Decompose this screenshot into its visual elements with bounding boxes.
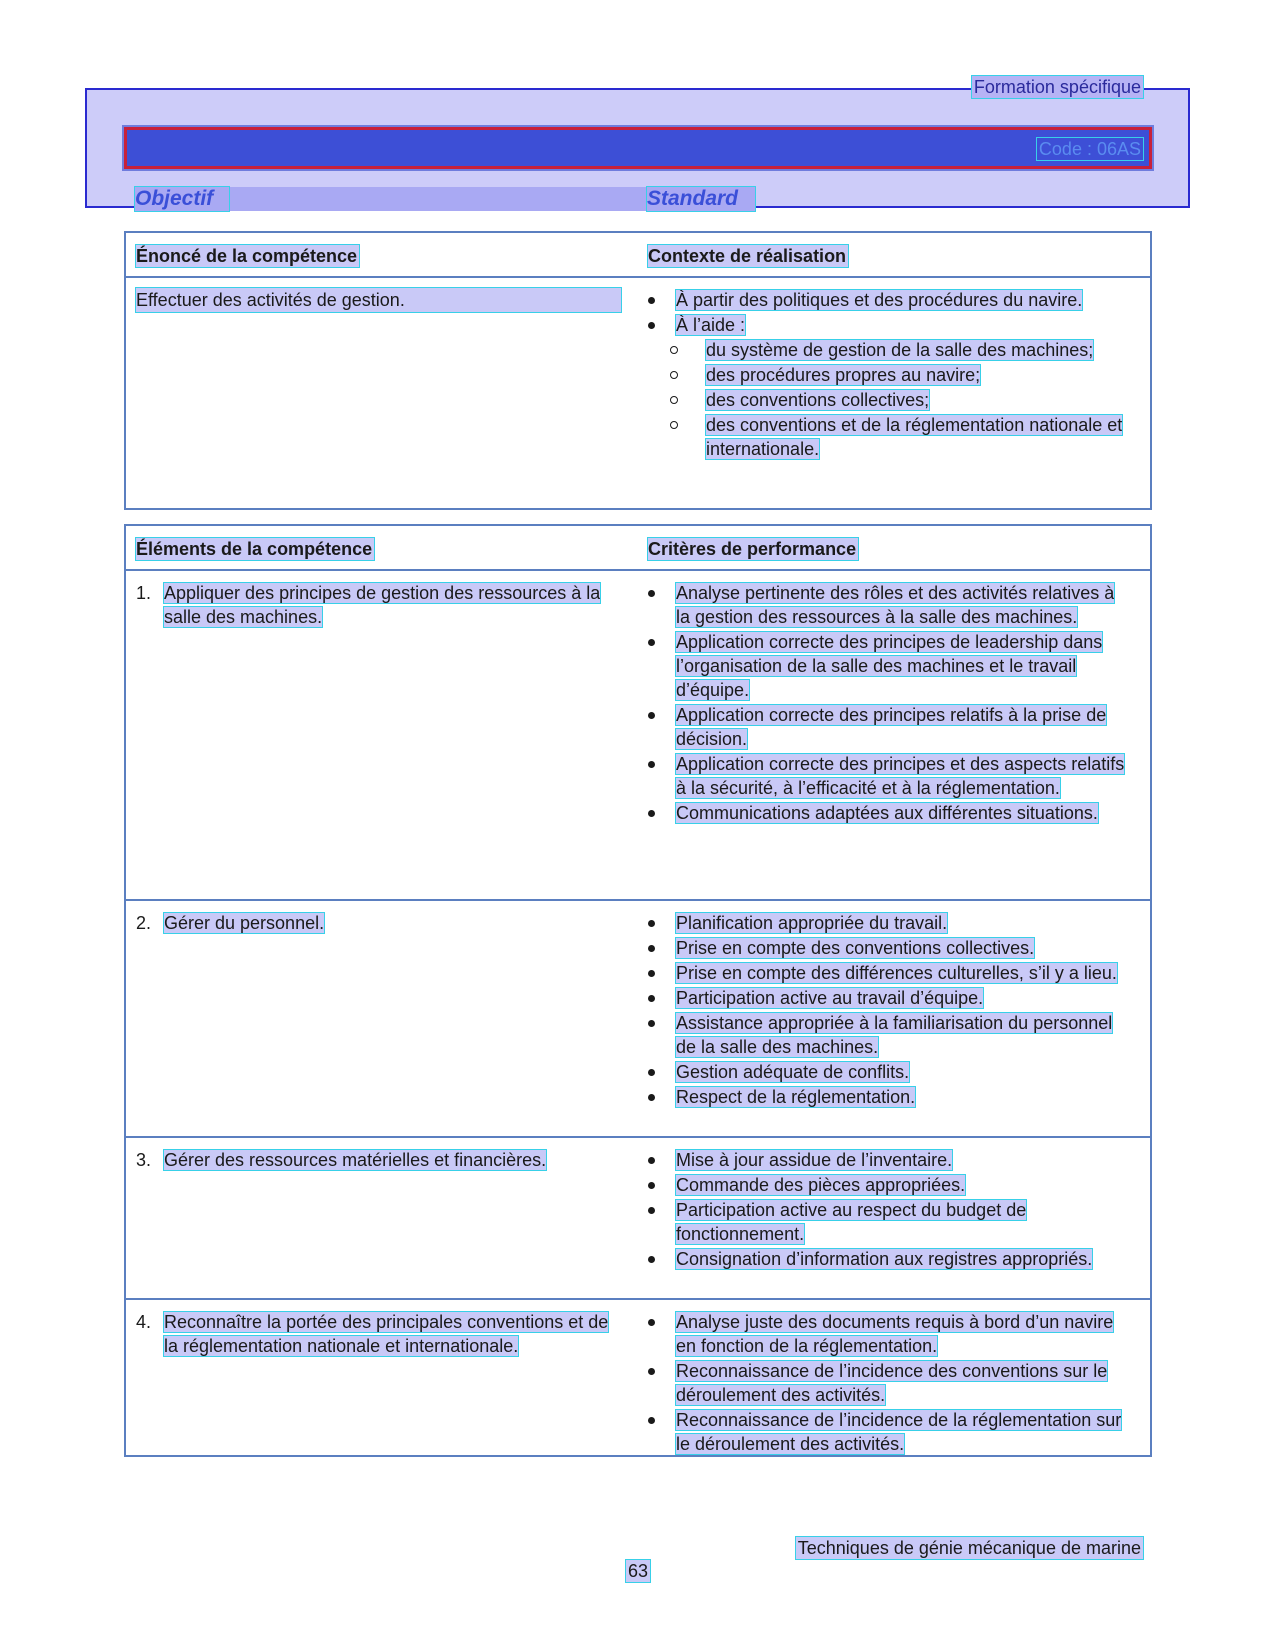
hollow-bullet-icon <box>670 421 678 429</box>
sub-list-item: du système de gestion de la salle des machines; <box>648 338 1128 362</box>
bullet-icon <box>648 810 655 817</box>
list-item: Gestion adéquate de conflits. <box>648 1060 1128 1084</box>
enonce-cell <box>136 288 621 312</box>
list-item: Application correcte des principes relatifs à la prise de décision. <box>648 703 1128 751</box>
element-cell <box>136 911 621 935</box>
competence-row <box>126 278 1150 506</box>
hollow-bullet-icon <box>670 396 678 404</box>
element-text: Reconnaître la portée des principales conventions et de la réglementation nationale et internationale. <box>164 1312 609 1356</box>
list-item: Analyse pertinente des rôles et des activités relatives à la gestion des ressources à la salle des machines. <box>648 581 1128 629</box>
page-number: 63 <box>628 1561 649 1581</box>
code-bar <box>124 127 1152 169</box>
element-cell <box>136 1148 621 1172</box>
list-item: Participation active au travail d’équipe. <box>648 986 1128 1010</box>
element-text: Appliquer des principes de gestion des ressources à la salle des machines. <box>164 583 601 627</box>
element-text: Gérer des ressources matérielles et financières. <box>164 1150 547 1170</box>
element-number: 1. <box>136 583 152 603</box>
bullet-icon <box>648 639 655 646</box>
element-cell <box>136 1310 621 1358</box>
bullet-icon <box>648 995 655 1002</box>
element-cell <box>136 581 621 629</box>
program-title: Techniques de génie mécanique de marine <box>797 1538 1141 1558</box>
table-row <box>126 571 1150 901</box>
table-row <box>126 1300 1150 1455</box>
bullet-icon <box>648 1157 655 1164</box>
criteria-cell <box>648 581 1128 826</box>
list-item: Communications adaptées aux différentes situations. <box>648 801 1128 825</box>
list-item: Application correcte des principes et des aspects relatifs à la sécurité, à l’efficacité et à la réglementation. <box>648 752 1128 800</box>
hollow-bullet-icon <box>670 371 678 379</box>
list-item: Assistance appropriée à la familiarisation du personnel de la salle des machines. <box>648 1011 1128 1059</box>
bullet-icon <box>648 322 655 329</box>
contexte-cell <box>648 288 1128 462</box>
criteria-cell <box>648 1148 1128 1272</box>
list-item: Participation active au respect du budget de fonctionnement. <box>648 1198 1128 1246</box>
code-label: Code : 06AS <box>1038 139 1141 159</box>
sub-list-item: des conventions collectives; <box>648 388 1128 412</box>
sub-list-item: des procédures propres au navire; <box>648 363 1128 387</box>
standard-heading: Standard <box>647 187 755 211</box>
bullet-icon <box>648 1069 655 1076</box>
table-row <box>126 1138 1150 1300</box>
list-item: Analyse juste des documents requis à bord d’un navire en fonction de la réglementation. <box>648 1310 1128 1358</box>
elements-table <box>124 524 1152 1457</box>
elements-table-header <box>126 526 1150 571</box>
list-item: Reconnaissance de l’incidence de la réglementation sur le déroulement des activités. <box>648 1408 1128 1456</box>
element-number: 3. <box>136 1150 152 1170</box>
list-item: À l’aide : <box>648 313 1128 337</box>
list-item: Planification appropriée du travail. <box>648 911 1128 935</box>
bullet-icon <box>648 1417 655 1424</box>
table-row <box>126 901 1150 1138</box>
list-item: Prise en compte des différences culturelles, s’il y a lieu. <box>648 961 1128 985</box>
hollow-bullet-icon <box>670 346 678 354</box>
enonce-text: Effectuer des activités de gestion. <box>136 288 621 312</box>
sub-list-item: des conventions et de la réglementation nationale et internationale. <box>648 413 1128 461</box>
list-item: À partir des politiques et des procédures du navire. <box>648 288 1128 312</box>
elements-column-header: Éléments de la compétence <box>136 539 373 559</box>
bullet-icon <box>648 297 655 304</box>
bullet-icon <box>648 1020 655 1027</box>
objectif-heading: Objectif <box>135 187 229 211</box>
criteria-cell <box>648 1310 1128 1457</box>
bullet-icon <box>648 1256 655 1263</box>
list-item: Commande des pièces appropriées. <box>648 1173 1128 1197</box>
list-item: Application correcte des principes de leadership dans l’organisation de la salle des machines et le travail d’équipe. <box>648 630 1128 702</box>
bullet-icon <box>648 1182 655 1189</box>
criteres-column-header: Critères de performance <box>648 539 857 559</box>
competence-table-header <box>126 233 1150 278</box>
element-number: 4. <box>136 1312 152 1332</box>
bullet-icon <box>648 761 655 768</box>
bullet-icon <box>648 1094 655 1101</box>
bullet-icon <box>648 1319 655 1326</box>
competence-table <box>124 231 1152 510</box>
criteria-cell <box>648 911 1128 1110</box>
formation-label: Formation spécifique <box>973 77 1141 97</box>
bullet-icon <box>648 945 655 952</box>
enonce-column-header: Énoncé de la compétence <box>136 246 358 266</box>
contexte-column-header: Contexte de réalisation <box>648 246 847 266</box>
list-item: Prise en compte des conventions collectives. <box>648 936 1128 960</box>
list-item: Consignation d’information aux registres appropriés. <box>648 1247 1128 1271</box>
list-item: Mise à jour assidue de l’inventaire. <box>648 1148 1128 1172</box>
list-item: Respect de la réglementation. <box>648 1085 1128 1109</box>
bullet-icon <box>648 590 655 597</box>
bullet-icon <box>648 970 655 977</box>
bullet-icon <box>648 920 655 927</box>
list-item: Reconnaissance de l’incidence des conventions sur le déroulement des activités. <box>648 1359 1128 1407</box>
element-number: 2. <box>136 913 152 933</box>
bullet-icon <box>648 712 655 719</box>
element-text: Gérer du personnel. <box>164 913 325 933</box>
bullet-icon <box>648 1207 655 1214</box>
bullet-icon <box>648 1368 655 1375</box>
